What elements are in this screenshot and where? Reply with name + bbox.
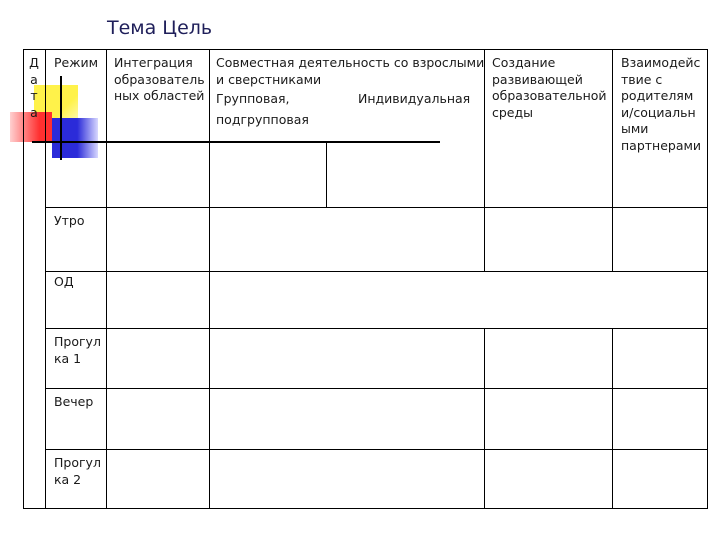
header-parents-line: партнерами (621, 137, 702, 153)
header-joint-line: и сверстниками (216, 71, 322, 87)
header-parents-line: Взаимодейс (621, 55, 701, 70)
header-parents (621, 55, 701, 154)
col-divider (209, 49, 210, 509)
header-environment-line: среды (492, 104, 534, 120)
header-parents-line: и/социальн (621, 104, 696, 120)
header-environment-line: образовательной (492, 88, 607, 103)
header-date-letter: а (30, 71, 38, 87)
header-date-letter: Д (29, 55, 39, 70)
header-environment (492, 55, 607, 121)
header-integration-line: ных областей (114, 88, 205, 103)
row-label-walk1-line: Прогул (54, 334, 101, 349)
header-integration (114, 55, 205, 105)
col-divider (106, 49, 107, 509)
header-joint-line: Совместная деятельность со взрослыми (216, 55, 485, 70)
header-environment-line: Создание (492, 55, 556, 70)
header-parents-line: ыми (621, 121, 649, 136)
header-integration-line: образователь (114, 71, 205, 87)
col-divider (484, 328, 485, 509)
header-date-letter: а (30, 104, 38, 120)
header-date-letter: т (30, 88, 38, 103)
row-divider (45, 207, 708, 208)
header-subgroup: подгрупповая (216, 112, 309, 127)
row-label-evening: Вечер (54, 394, 94, 409)
row-label-walk1-line: ка 1 (54, 350, 82, 366)
row-label-walk1 (54, 334, 101, 367)
row-divider (45, 388, 708, 389)
row-label-od: ОД (54, 274, 74, 289)
header-group: Групповая, (216, 91, 290, 106)
row-label-morning: Утро (54, 213, 85, 228)
row-label-walk2-line: Прогул (54, 455, 101, 470)
header-parents-line: родителям (621, 88, 694, 103)
row-label-walk2-line: ка 2 (54, 471, 82, 487)
header-individual: Индивидуальная (358, 91, 471, 106)
row-label-walk2 (54, 455, 101, 488)
col-divider (45, 49, 46, 509)
page-title: Тема Цель (107, 17, 213, 39)
col-divider (612, 328, 613, 509)
header-joint-activity (216, 55, 484, 88)
row-divider (45, 271, 708, 272)
header-date (27, 55, 41, 121)
row-divider (45, 328, 708, 329)
header-regime: Режим (54, 55, 99, 70)
header-integration-line: Интеграция (114, 55, 193, 70)
col-divider (612, 49, 613, 271)
header-environment-line: развивающей (492, 71, 583, 87)
row-divider (45, 449, 708, 450)
col-divider (326, 141, 327, 207)
header-parents-line: твие с (621, 71, 663, 87)
